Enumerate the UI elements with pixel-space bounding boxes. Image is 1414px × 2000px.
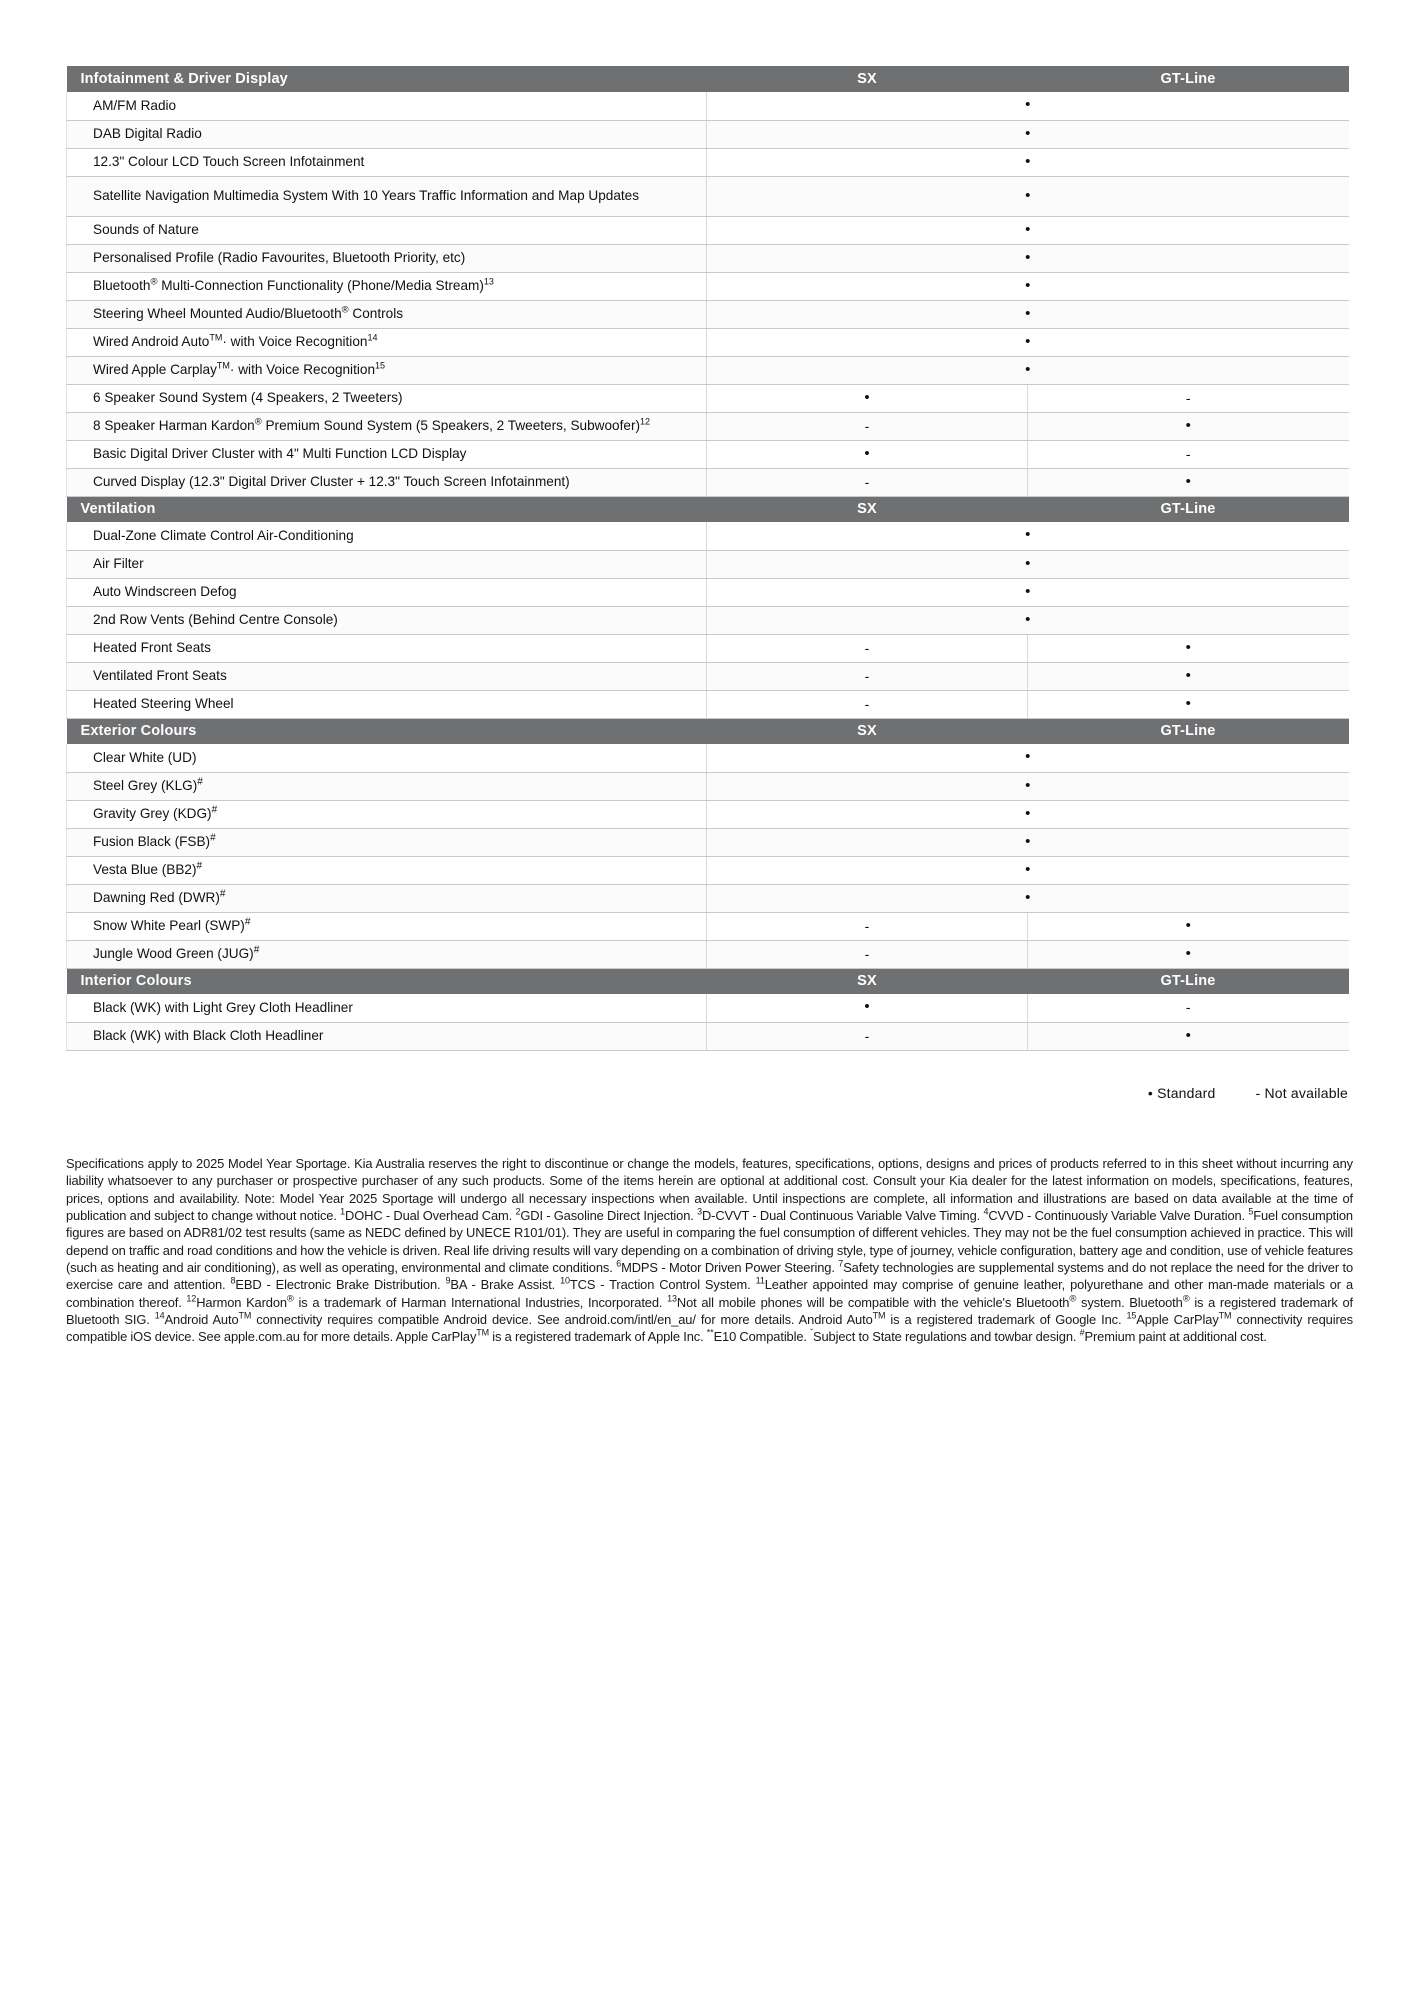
specifications-table bbox=[66, 66, 1349, 1051]
feature-label: Basic Digital Driver Cluster with 4" Multi Function LCD Display bbox=[67, 440, 707, 468]
feature-label: Bluetooth® Multi-Connection Functionality (Phone/Media Stream)$^{13}$ bbox=[67, 272, 707, 300]
table-row bbox=[67, 912, 1349, 940]
feature-label: AM/FM Radio bbox=[67, 92, 707, 120]
column-header-sx: SX bbox=[707, 718, 1028, 744]
availability-both: • bbox=[707, 120, 1349, 148]
feature-label: Vesta Blue (BB2)# bbox=[67, 856, 707, 884]
legend-standard: • Standard bbox=[1147, 1085, 1216, 1101]
feature-label: Dawning Red (DWR)# bbox=[67, 884, 707, 912]
table-row bbox=[67, 300, 1349, 328]
table-row bbox=[67, 244, 1349, 272]
footnotes-text: Specifications apply to 2025 Model Year Sportage. Kia Australia reserves the right to discontinue or change the models, features, specifications, options, designs and prices of products referred to in this sheet without incurring any liability whatsoever to any purchaser or prospective purchaser of any such products. Some of the items herein are optional at additional cost. Consult your Kia dealer for the latest information on models, specifications, features, prices, options and availability. Note: Model Year 2025 Sportage will undergo all necessary inspections when available. Until inspections are complete, all information and illustrations are based on data available at the time of publication and subject to change without notice. $^1$DOHC - Dual Overhead Cam. $^2$GDI - Gasoline Direct Injection. $^3$D-CVVT - Dual Continuous Variable Valve Timing. $^4$CVVD - Continuously Variable Valve Duration. $^5$Fuel consumption figures are based on ADR81/02 test results (same as NEDC defined by UNECE R101/01). They are useful in comparing the fuel consumption of different vehicles. They may not be the fuel consumption achieved in practice. This will depend on traffic and road conditions and how the vehicle is driven. Real life driving results will vary depending on a combination of driving style, type of journey, vehicle configuration, battery age and condition, use of vehicle features (such as heating and air conditioning), as well as operating, environmental and climate conditions. $^6$MDPS - Motor Driven Power Steering. $^7$Safety technologies are supplemental systems and do not replace the need for the driver to exercise care and attention. $^8$EBD - Electronic Brake Distribution. $^9$BA - Brake Assist. $^{10}$TCS - Traction Control System. $^{11}$Leather appointed may comprise of genuine leather, polyurethane and other man-made materials or a combination thereof. $^{12}$Harmon Kardon® is a trademark of Harman International Industries, Incorporated. $^{13}$Not all mobile phones will be compatible with the vehicle's Bluetooth® system. Bluetooth® is a registered trademark of Bluetooth SIG. $^{14}$Android Auto™ connectivity requires compatible Android device. See android.com/intl/en_au/ for more details. Android Auto™ is a registered trademark of Google Inc. $^{15}$Apple CarPlay™ connectivity requires compatible iOS device. See apple.com.au for more details. Apple CarPlay™ is a registered trademark of Apple Inc. **E10 Compatible. $^ˇ$Subject to State regulations and towbar design. #Premium paint at additional cost. bbox=[66, 1156, 1354, 1345]
availability-gt-line: • bbox=[1028, 1022, 1349, 1050]
feature-label: 2nd Row Vents (Behind Centre Console) bbox=[67, 606, 707, 634]
availability-sx: - bbox=[707, 1022, 1028, 1050]
column-header-gt-line: GT-Line bbox=[1028, 496, 1349, 522]
section-header-row bbox=[67, 496, 1349, 522]
table-row bbox=[67, 744, 1349, 772]
table-row bbox=[67, 772, 1349, 800]
availability-both: • bbox=[707, 550, 1349, 578]
feature-label: DAB Digital Radio bbox=[67, 120, 707, 148]
feature-label: Ventilated Front Seats bbox=[67, 662, 707, 690]
availability-both: • bbox=[707, 800, 1349, 828]
table-row bbox=[67, 176, 1349, 216]
availability-both: • bbox=[707, 772, 1349, 800]
feature-label: Fusion Black (FSB)# bbox=[67, 828, 707, 856]
table-row bbox=[67, 1022, 1349, 1050]
table-row bbox=[67, 92, 1349, 120]
table-row bbox=[67, 634, 1349, 662]
availability-both: • bbox=[707, 744, 1349, 772]
availability-gt-line: • bbox=[1028, 690, 1349, 718]
column-header-gt-line: GT-Line bbox=[1028, 718, 1349, 744]
availability-both: • bbox=[707, 884, 1349, 912]
column-header-gt-line: GT-Line bbox=[1028, 66, 1349, 92]
availability-both: • bbox=[707, 828, 1349, 856]
feature-label: 6 Speaker Sound System (4 Speakers, 2 Tweeters) bbox=[67, 384, 707, 412]
legend bbox=[1148, 1085, 1348, 1101]
feature-label: Auto Windscreen Defog bbox=[67, 578, 707, 606]
availability-both: • bbox=[707, 148, 1349, 176]
feature-label: Steering Wheel Mounted Audio/Bluetooth® Controls bbox=[67, 300, 707, 328]
table-row bbox=[67, 384, 1349, 412]
section-title: Exterior Colours bbox=[67, 718, 707, 744]
feature-label: Sounds of Nature bbox=[67, 216, 707, 244]
availability-sx: - bbox=[707, 912, 1028, 940]
feature-label: 12.3" Colour LCD Touch Screen Infotainment bbox=[67, 148, 707, 176]
specifications-table-container bbox=[66, 66, 1348, 1051]
availability-both: • bbox=[707, 522, 1349, 550]
section-header-row bbox=[67, 968, 1349, 994]
availability-sx: • bbox=[707, 384, 1028, 412]
availability-gt-line: • bbox=[1028, 940, 1349, 968]
table-row bbox=[67, 550, 1349, 578]
table-row bbox=[67, 940, 1349, 968]
feature-label: Heated Front Seats bbox=[67, 634, 707, 662]
feature-label: Dual-Zone Climate Control Air-Conditioning bbox=[67, 522, 707, 550]
table-row bbox=[67, 468, 1349, 496]
availability-sx: - bbox=[707, 662, 1028, 690]
availability-both: • bbox=[707, 272, 1349, 300]
availability-gt-line: - bbox=[1028, 994, 1349, 1022]
availability-gt-line: • bbox=[1028, 912, 1349, 940]
feature-label: Steel Grey (KLG)# bbox=[67, 772, 707, 800]
table-row bbox=[67, 440, 1349, 468]
feature-label: Heated Steering Wheel bbox=[67, 690, 707, 718]
feature-label: Satellite Navigation Multimedia System With 10 Years Traffic Information and Map Updates bbox=[67, 176, 707, 216]
section-title: Ventilation bbox=[67, 496, 707, 522]
section-header-row bbox=[67, 718, 1349, 744]
availability-sx: - bbox=[707, 412, 1028, 440]
legend-not-available: - Not available bbox=[1255, 1085, 1348, 1101]
availability-sx: - bbox=[707, 690, 1028, 718]
availability-gt-line: • bbox=[1028, 412, 1349, 440]
table-row bbox=[67, 690, 1349, 718]
table-row bbox=[67, 856, 1349, 884]
table-row bbox=[67, 272, 1349, 300]
availability-both: • bbox=[707, 578, 1349, 606]
feature-label: Snow White Pearl (SWP)# bbox=[67, 912, 707, 940]
section-title: Interior Colours bbox=[67, 968, 707, 994]
table-row bbox=[67, 828, 1349, 856]
feature-label: Gravity Grey (KDG)# bbox=[67, 800, 707, 828]
feature-label: Wired Android Auto™· with Voice Recognition$^{14}$ bbox=[67, 328, 707, 356]
feature-label: Curved Display (12.3" Digital Driver Cluster + 12.3" Touch Screen Infotainment) bbox=[67, 468, 707, 496]
availability-both: • bbox=[707, 606, 1349, 634]
table-row bbox=[67, 606, 1349, 634]
availability-both: • bbox=[707, 216, 1349, 244]
table-row bbox=[67, 884, 1349, 912]
section-title: Infotainment & Driver Display bbox=[67, 66, 707, 92]
table-row bbox=[67, 662, 1349, 690]
feature-label: Black (WK) with Light Grey Cloth Headliner bbox=[67, 994, 707, 1022]
availability-gt-line: - bbox=[1028, 440, 1349, 468]
table-row bbox=[67, 120, 1349, 148]
feature-label: Black (WK) with Black Cloth Headliner bbox=[67, 1022, 707, 1050]
availability-both: • bbox=[707, 244, 1349, 272]
footnotes-block bbox=[66, 1155, 1353, 1346]
availability-gt-line: • bbox=[1028, 662, 1349, 690]
availability-sx: • bbox=[707, 440, 1028, 468]
table-row bbox=[67, 522, 1349, 550]
availability-both: • bbox=[707, 92, 1349, 120]
table-row bbox=[67, 800, 1349, 828]
availability-both: • bbox=[707, 176, 1349, 216]
feature-label: Jungle Wood Green (JUG)# bbox=[67, 940, 707, 968]
feature-label: Wired Apple Carplay™· with Voice Recognition$^{15}$ bbox=[67, 356, 707, 384]
column-header-sx: SX bbox=[707, 968, 1028, 994]
feature-label: Clear White (UD) bbox=[67, 744, 707, 772]
column-header-sx: SX bbox=[707, 496, 1028, 522]
availability-both: • bbox=[707, 328, 1349, 356]
column-header-gt-line: GT-Line bbox=[1028, 968, 1349, 994]
availability-both: • bbox=[707, 300, 1349, 328]
availability-sx: - bbox=[707, 940, 1028, 968]
availability-gt-line: - bbox=[1028, 384, 1349, 412]
column-header-sx: SX bbox=[707, 66, 1028, 92]
availability-both: • bbox=[707, 356, 1349, 384]
table-row bbox=[67, 148, 1349, 176]
feature-label: Personalised Profile (Radio Favourites, Bluetooth Priority, etc) bbox=[67, 244, 707, 272]
table-row bbox=[67, 356, 1349, 384]
table-row bbox=[67, 412, 1349, 440]
availability-sx: • bbox=[707, 994, 1028, 1022]
availability-sx: - bbox=[707, 468, 1028, 496]
feature-label: 8 Speaker Harman Kardon® Premium Sound System (5 Speakers, 2 Tweeters, Subwoofer)$^{12}$ bbox=[67, 412, 707, 440]
feature-label: Air Filter bbox=[67, 550, 707, 578]
availability-gt-line: • bbox=[1028, 468, 1349, 496]
table-row bbox=[67, 216, 1349, 244]
table-row bbox=[67, 994, 1349, 1022]
availability-gt-line: • bbox=[1028, 634, 1349, 662]
table-row bbox=[67, 328, 1349, 356]
availability-both: • bbox=[707, 856, 1349, 884]
section-header-row bbox=[67, 66, 1349, 92]
availability-sx: - bbox=[707, 634, 1028, 662]
table-row bbox=[67, 578, 1349, 606]
